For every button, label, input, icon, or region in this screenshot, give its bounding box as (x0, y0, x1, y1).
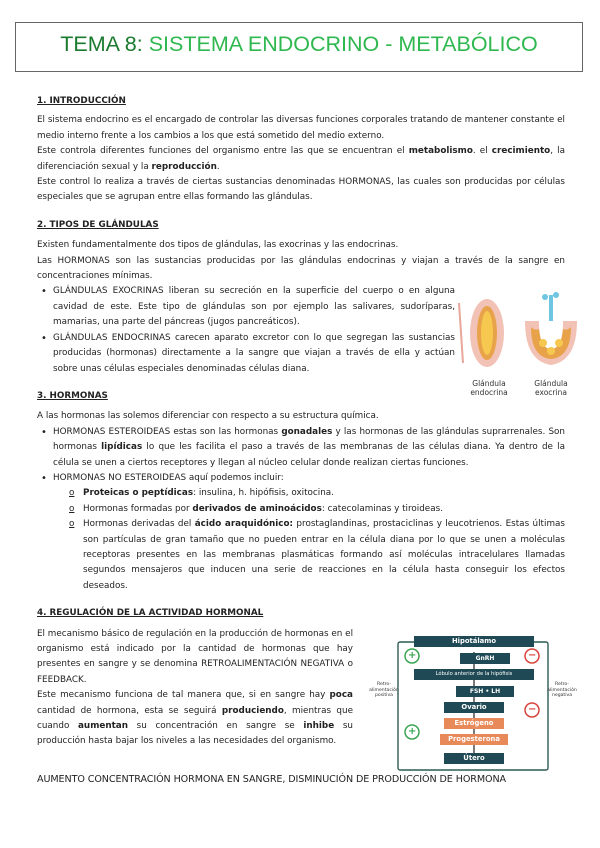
plus-icon-bottom: + (408, 726, 417, 737)
node-gnrh: GnRH (460, 653, 510, 664)
sublist-item-arachidonic: o Hormonas derivadas del ácido araquidónico: prostaglandinas, prostaciclinas y leucotrienos. Estas últimas son partículas de gran tamaño que no pueden entrar en la célula diana por lo que se unen a moléculas receptoras presentes en las membranas plasmáticas formando así moléculas intracelulares llamadas segundos mensajeros que inducen una serie de reacciones en la célula hasta conseguir los efectos deseados. (69, 519, 565, 591)
node-fsh-lh: FSH • LH (456, 686, 514, 697)
section-1-heading: 1. INTRODUCCIÓN (37, 96, 126, 106)
title-prefix: TEMA 8: (60, 32, 143, 56)
feedback-summary-line: AUMENTO CONCENTRACIÓN HORMONA EN SANGRE, DISMINUCIÓN DE PRODUCCIÓN DE HORMONA (37, 774, 506, 785)
node-hipofisis: Lóbulo anterior de la hipófisis (414, 669, 534, 680)
intro-paragraph-3: Este control lo realiza a través de ciertas sustancias denominadas HORMONAS, las cuales son producidas por células especiales que se agrupan entre ellas formando las glándulas. (37, 177, 565, 203)
node-hipotalamo: Hipotálamo (414, 636, 534, 647)
glands-list (37, 284, 455, 376)
hormones-list (37, 425, 565, 487)
intro-paragraph-1: El sistema endocrino es el encargado de controlar las diversas funciones corporales tratando de mantener constante el medio interno frente a los cambios a los que está sometido del medio externo. (37, 115, 565, 141)
section-2-heading: 2. TIPOS DE GLÁNDULAS (37, 219, 159, 230)
section-3-heading: 3. HORMONAS (37, 390, 108, 401)
feedback-diagram (369, 636, 580, 774)
caption-endocrine: Glándula endocrina (470, 379, 508, 397)
title-box (15, 22, 583, 72)
glands-drawing (455, 291, 585, 371)
node-utero: Útero (444, 753, 504, 764)
node-ovario: Ovario (444, 702, 504, 713)
list-item-endocrine: • GLÁNDULAS ENDOCRINAS carecen aparato excretor con lo que segregan las sustancias producidas (hormonas) directamente a la sangre que viajan a través de ella y actúan sobre unas células especiales denominadas células diana. (37, 331, 455, 377)
glands-paragraph-1: Existen fundamentalmente dos tipos de glándulas, las exocrinas y las endocrinas. (37, 240, 399, 251)
exocrine-gland-icon (525, 292, 577, 365)
title-main: SISTEMA ENDOCRINO - METABÓLICO (142, 32, 538, 56)
regulation-paragraph-1: El mecanismo básico de regulación en la producción de hormonas en el organismo está indicado por la cantidad de hormonas que hay presentes en sangre y se denomina RETROALIMENTACIÓN NEGATIVA o FEEDBACK. (37, 628, 354, 685)
intro-paragraph-2: Este controla diferentes funciones del organismo entre las que se encuentran el metabolismo. el crecimiento, la diferenciación sexual y la reproducción. (37, 146, 565, 172)
glands-illustration (455, 291, 585, 406)
non-steroid-sublist (37, 486, 565, 594)
glands-paragraph-2: Las HORMONAS son las sustancias producidas por las glándulas endocrinas y viajan a través de la sangre en concentraciones mínimas. (37, 255, 565, 282)
list-item-steroid: • HORMONAS ESTEROIDEAS estas son las hormonas gonadales y las hormonas de las glándulas suprarrenales. Son hormonas lipídicas lo que les facilita el paso a través de las membranas de las células diana. Ya dentro de la célula se unen a ciertos receptores y llegan al núcleo celular donde realizan ciertas funciones. (37, 425, 565, 471)
plus-icon-top: + (408, 650, 417, 661)
left-feedback-note: Retro-alimentación positiva (369, 682, 399, 698)
section-4-heading: 4. REGULACIÓN DE LA ACTIVIDAD HORMONAL (37, 608, 264, 619)
minus-icon-top: − (528, 650, 537, 661)
list-item-exocrine: • GLÁNDULAS EXOCRINAS liberan su secreción en la superficie del cuerpo o en alguna cavidad de este. Este tipo de glándulas son por ejemplo las salivares, sudoríparas, mamarias, una parte del páncreas (jugos pancreáticos). (37, 284, 455, 330)
right-feedback-note: Retro-alimentación negativa (547, 682, 577, 698)
caption-exocrine: Glándula exocrina (534, 379, 568, 397)
node-progesterona: Progesterona (440, 734, 508, 745)
list-item-non-steroid: • HORMONAS NO ESTEROIDEAS aquí podemos incluir: (37, 471, 565, 486)
hormones-paragraph-1: A las hormonas las solemos diferenciar con respecto a su estructura química. (37, 411, 379, 422)
node-estrogeno: Estrógeno (444, 718, 504, 729)
sublist-item-peptide: o Proteicas o peptídicas: insulina, h. hipófisis, oxitocina. (69, 488, 334, 499)
regulation-paragraph-2: Este mecanismo funciona de tal manera que, si en sangre hay poca cantidad de hormona, esta se seguirá produciendo, mientras que cuando aumentan su concentración en sangre se inhibe su producción hasta bajar los niveles a las necesidades del organismo. (37, 690, 353, 747)
sublist-item-amino: o Hormonas formadas por derivados de aminoácidos: catecolaminas y tiroideas. (69, 503, 443, 514)
minus-icon-bottom: − (528, 704, 537, 715)
endocrine-gland-icon (459, 299, 504, 367)
